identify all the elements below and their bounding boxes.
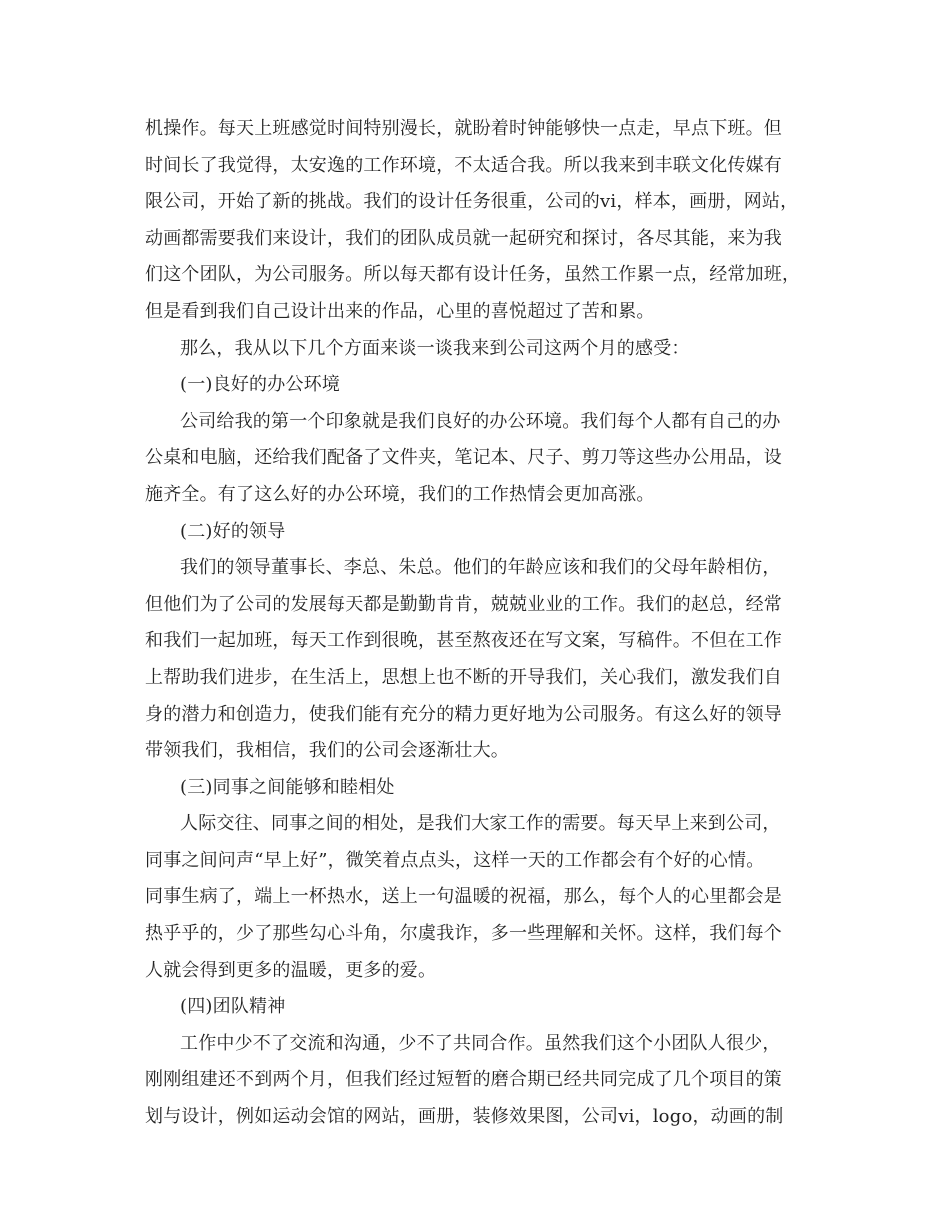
text-line: 但他们为了公司的发展每天都是勤勤肯肯，兢兢业业的工作。我们的赵总，经常 <box>145 593 782 615</box>
text-line: 上帮助我们进步，在生活上，思想上也不断的开导我们，关心我们，激发我们自 <box>145 666 782 688</box>
text-line: 公桌和电脑，还给我们配备了文件夹，笔记本、尺子、剪刀等这些办公用品，设 <box>145 447 782 469</box>
section-heading: (一)良好的办公环境 <box>180 374 341 396</box>
text-line: 刚刚组建还不到两个月，但我们经过短暂的磨合期已经共同完成了几个项目的策 <box>145 1069 782 1091</box>
text-line: 和我们一起加班，每天工作到很晚，甚至熬夜还在写文案，写稿件。不但在工作 <box>145 630 782 652</box>
text-line: 但是看到我们自己设计出来的作品，心里的喜悦超过了苦和累。 <box>145 300 655 322</box>
text-line: 工作中少不了交流和沟通，少不了共同合作。虽然我们这个小团队人很少， <box>180 1032 781 1054</box>
text-line: 人际交往、同事之间的相处，是我们大家工作的需要。每天早上来到公司， <box>180 813 781 835</box>
body-text <box>145 111 825 1136</box>
text-line: 时间长了我觉得，太安逸的工作环境，不太适合我。所以我来到丰联文化传媒有 <box>145 154 782 176</box>
text-line: 热乎乎的，少了那些勾心斗角，尔虞我诈，多一些理解和关怀。这样，我们每个 <box>145 923 782 945</box>
text-line: 同事生病了，端上一杯热水，送上一句温暖的祝福，那么，每个人的心里都会是 <box>145 886 782 908</box>
text-line: 动画都需要我们来设计，我们的团队成员就一起研究和探讨，各尽其能，来为我 <box>145 227 782 249</box>
text-line: 身的潜力和创造力，使我们能有充分的精力更好地为公司服务。有这么好的领导 <box>145 703 782 725</box>
text-line: 限公司，开始了新的挑战。我们的设计任务很重，公司的vi，样本，画册，网站， <box>145 191 799 213</box>
text-line: 人就会得到更多的温暖，更多的爱。 <box>145 959 437 981</box>
section-heading: (二)好的领导 <box>180 520 286 542</box>
text-line: 公司给我的第一个印象就是我们良好的办公环境。我们每个人都有自己的办 <box>180 410 781 432</box>
text-line: 划与设计，例如运动会馆的网站，画册，装修效果图，公司vi，logo，动画的制 <box>145 1106 784 1128</box>
text-line: 同事之间问声“早上好”，微笑着点点头，这样一天的工作都会有个好的心情。 <box>145 849 765 871</box>
text-line: 机操作。每天上班感觉时间特别漫长，就盼着时钟能够快一点走，早点下班。但 <box>145 118 782 139</box>
text-line: 我们的领导董事长、李总、朱总。他们的年龄应该和我们的父母年龄相仿， <box>180 557 781 579</box>
section-heading: (三)同事之间能够和睦相处 <box>180 776 395 798</box>
section-heading: (四)团队精神 <box>180 996 286 1018</box>
paragraph-intro: 那么，我从以下几个方面来谈一谈我来到公司这两个月的感受： <box>180 337 690 359</box>
text-line: 带领我们，我相信，我们的公司会逐渐壮大。 <box>145 740 509 762</box>
text-line: 们这个团队，为公司服务。所以每天都有设计任务，虽然工作累一点，经常加班， <box>145 264 801 286</box>
text-line: 施齐全。有了这么好的办公环境，我们的工作热情会更加高涨。 <box>145 483 655 505</box>
